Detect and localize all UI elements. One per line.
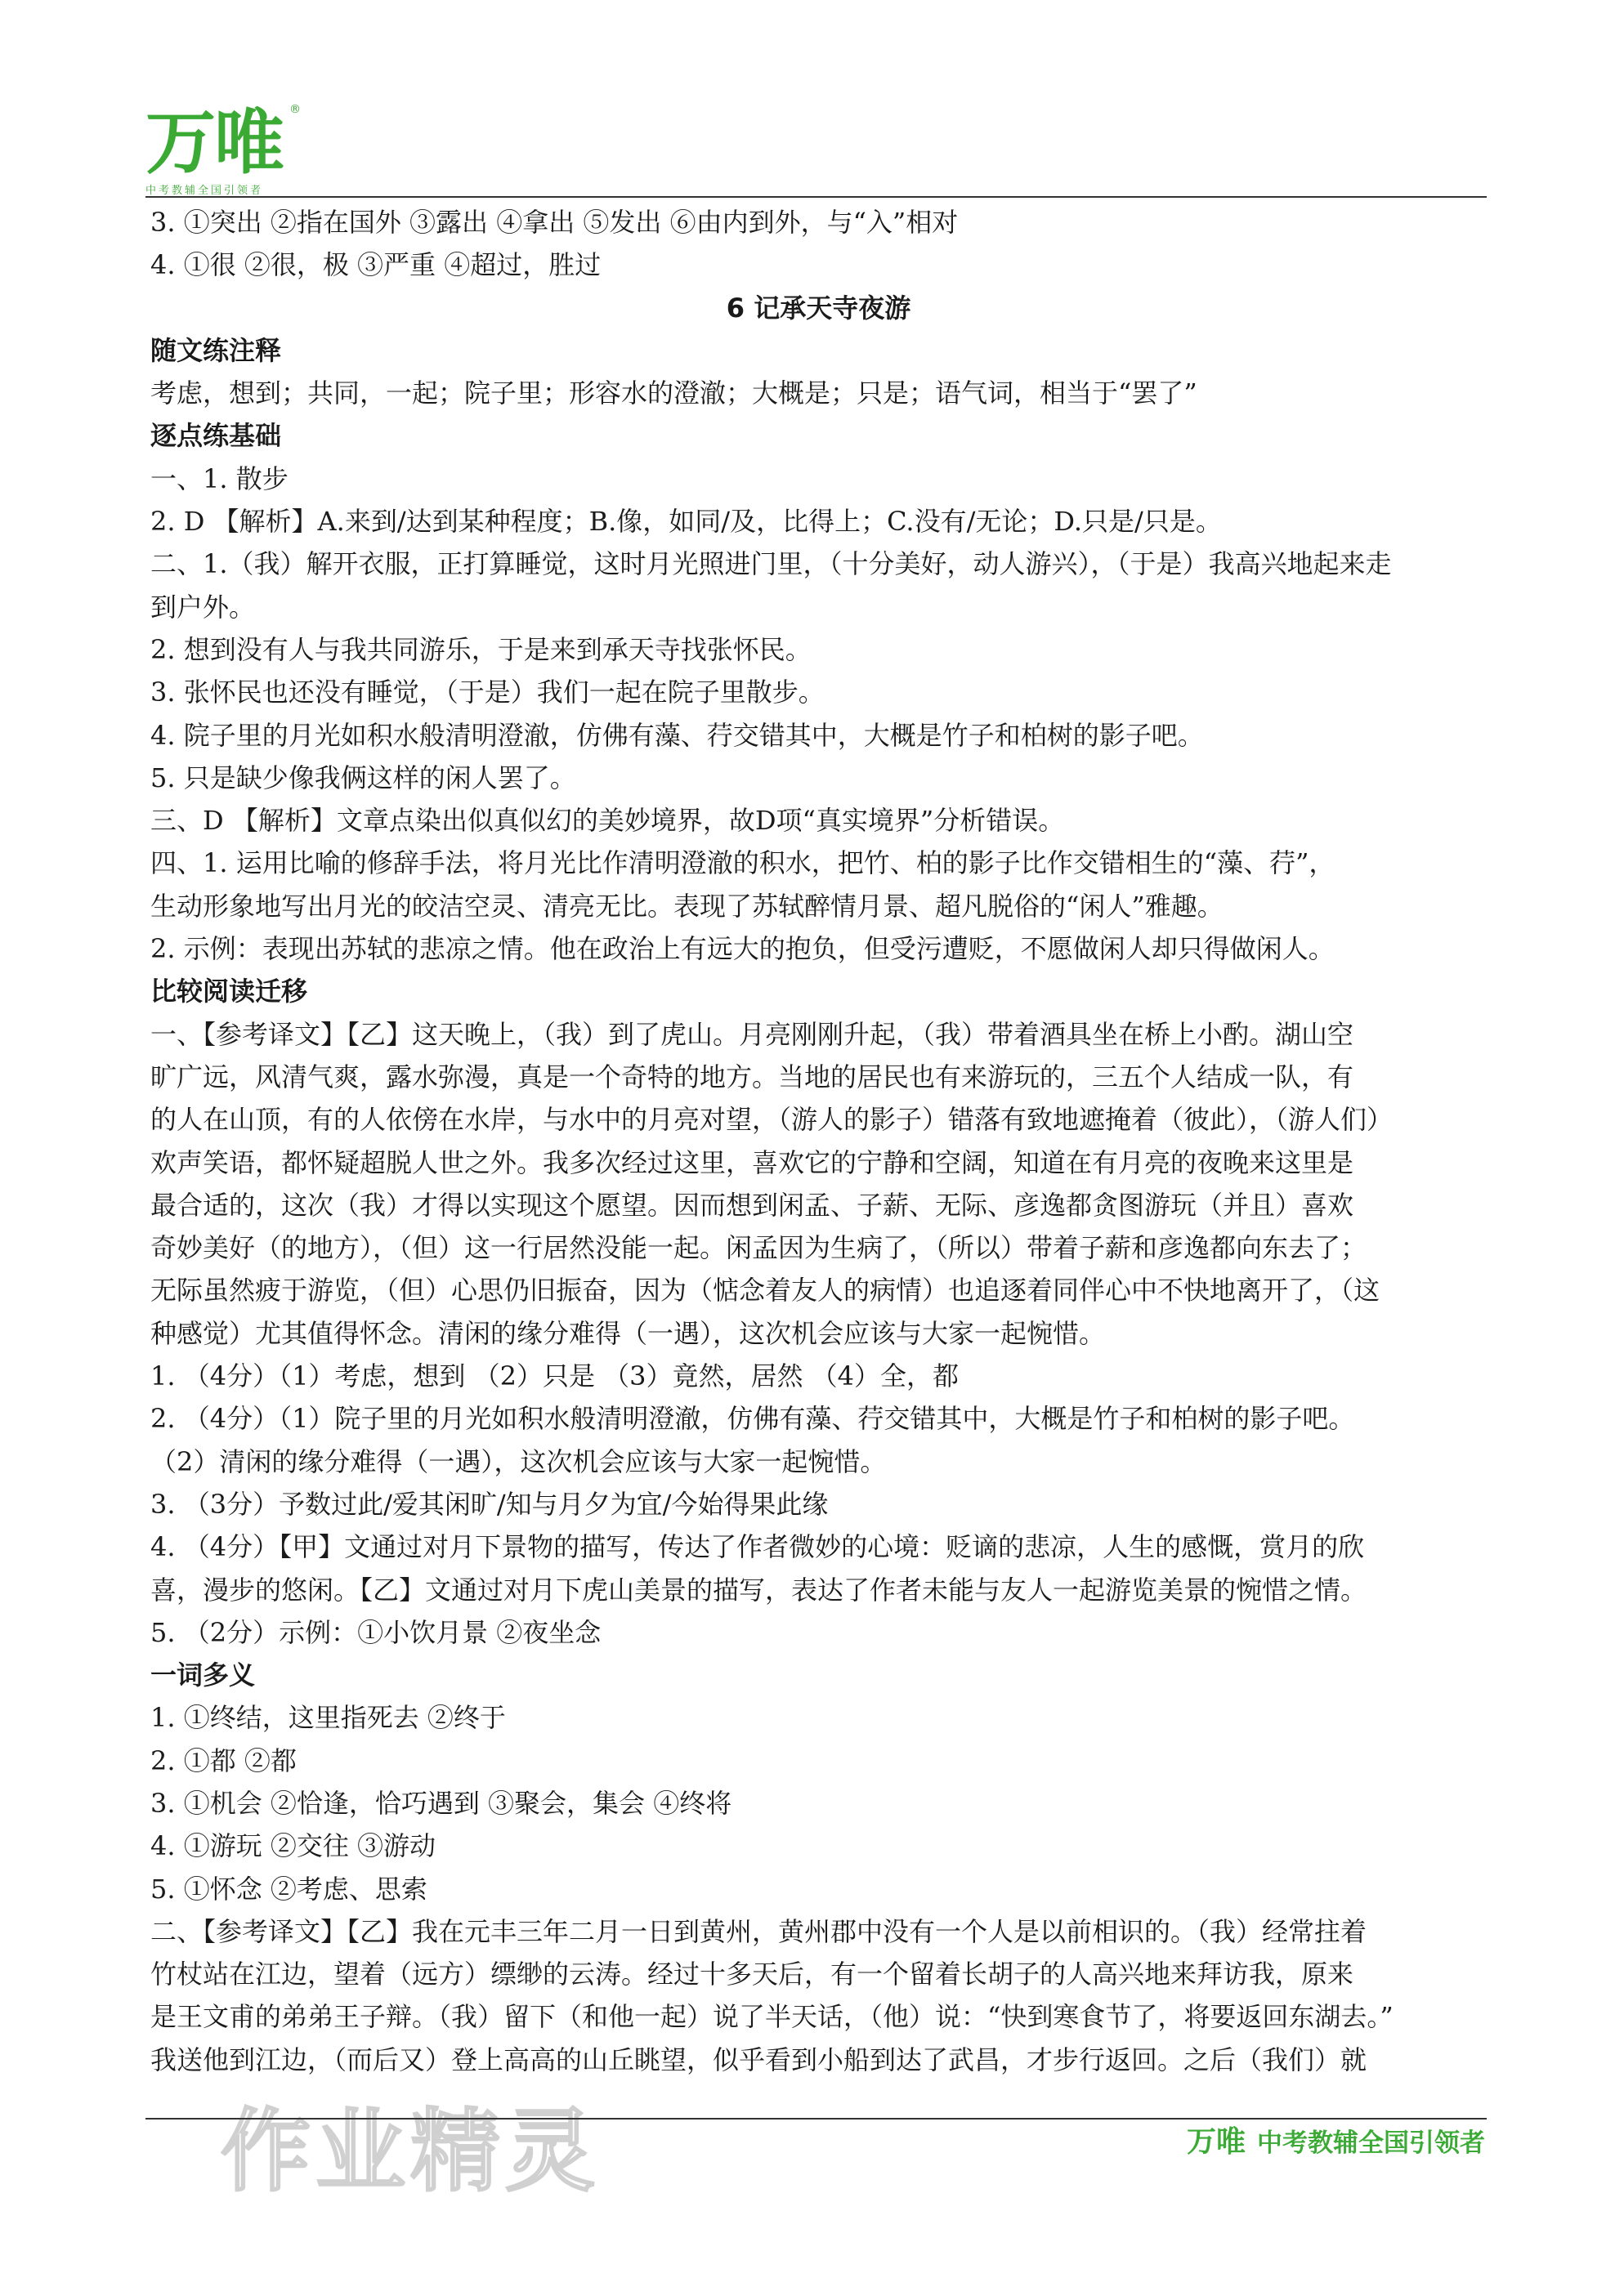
watermark: 作业精灵 <box>221 2099 600 2204</box>
answer-line: 2. ①都 ②都 <box>150 1744 297 1776</box>
page-footer <box>1187 2124 1485 2161</box>
answer-line: 5. 只是缺少像我俩这样的闲人罢了。 <box>150 762 576 793</box>
answer-line: 二、【参考译文】【乙】我在元丰三年二月一日到黄州，黄州郡中没有一个人是以前相识的。（我）经常拄着 <box>150 1915 1367 1947</box>
answer-line: 2. （4分）（1）院子里的月光如积水般清明澄澈，仿佛有藻、荇交错其中，大概是竹子和柏树的影子吧。 <box>150 1403 1355 1435</box>
answer-line: 种感觉）尤其值得怀念。清闲的缘分难得（一遇），这次机会应该与大家一起惋惜。 <box>150 1317 1106 1349</box>
answer-line: 3. （3分）予数过此/爱其闲旷/知与月夕为宜/今始得果此缘 <box>150 1488 829 1520</box>
answer-line: 4. ①游玩 ②交往 ③游动 <box>150 1830 436 1862</box>
section-heading: 逐点练基础 <box>150 420 282 452</box>
answer-line: 4. （4分）【甲】文通过对月下景物的描写，传达了作者微妙的心境：贬谪的悲凉，人生的感慨，赏月的欣 <box>150 1531 1365 1563</box>
answer-line: 我送他到江边，（而后又）登上高高的山丘眺望，似乎看到小船到达了武昌，才步行返回。之后（我们）就 <box>150 2044 1367 2075</box>
answer-line: 生动形象地写出月光的皎洁空灵、清亮无比。表现了苏轼醉情月景、超凡脱俗的“闲人”雅趣。 <box>150 890 1224 922</box>
footer-brand: 万唯 <box>1186 2125 1246 2159</box>
section-heading: 比较阅读迁移 <box>150 976 308 1007</box>
section-heading: 一词多义 <box>150 1659 256 1691</box>
footer-slogan: 中考教辅全国引领者 <box>1257 2128 1485 2158</box>
answer-line: 2. 示例：表现出苏轼的悲凉之情。他在政治上有远大的抱负，但受污遭贬，不愿做闲人却只得做闲人。 <box>150 933 1335 965</box>
answer-line: 4. ①很 ②很，极 ③严重 ④超过，胜过 <box>150 249 602 281</box>
answer-line: 5. （2分）示例：①小饮月景 ②夜坐念 <box>150 1616 602 1648</box>
answer-line: （2）清闲的缘分难得（一遇），这次机会应该与大家一起惋惜。 <box>150 1445 887 1477</box>
answer-line: 二、1.（我）解开衣服，正打算睡觉，这时月光照进门里，（十分美好，动人游兴），（于是）我高兴地起来走 <box>150 548 1392 580</box>
answer-line: 最合适的，这次（我）才得以实现这个愿望。因而想到闲孟、子薪、无际、彦逸都贪图游玩（并且）喜欢 <box>150 1189 1354 1221</box>
answer-line: 到户外。 <box>150 591 256 623</box>
answer-line: 3. ①突出 ②指在国外 ③露出 ④拿出 ⑤发出 ⑥由内到外，与“入”相对 <box>150 207 959 238</box>
answer-line: 四、1. 运用比喻的修辞手法，将月光比作清明澄澈的积水，把竹、柏的影子比作交错相生的“藻、荇”， <box>150 847 1335 879</box>
answer-line: 欢声笑语，都怀疑超脱人世之外。我多次经过这里，喜欢它的宁静和空阔，知道在有月亮的夜晚来这里是 <box>150 1146 1354 1178</box>
answer-line: 三、D 【解析】文章点染出似真似幻的美妙境界，故D项“真实境界”分析错误。 <box>150 805 1065 837</box>
answer-line: 1. （4分）（1）考虑，想到 （2）只是 （3）竟然，居然 （4）全，都 <box>150 1360 960 1392</box>
answer-line: 2. D 【解析】A.来到/达到某种程度；B.像，如同/及，比得上；C.没有/无论；D.只是/只是。 <box>150 506 1222 538</box>
answer-line: 是王文甫的弟弟王子辩。（我）留下（和他一起）说了半天话，（他）说：“快到寒食节了，将要返回东湖去。” <box>150 2001 1394 2033</box>
answer-line: 1. ①终结，这里指死去 ②终于 <box>150 1702 506 1734</box>
footer-divider <box>145 2118 1487 2120</box>
answer-line: 2. 想到没有人与我共同游乐，于是来到承天寺找张怀民。 <box>150 633 812 665</box>
answer-line: 3. ①机会 ②恰逢，恰巧遇到 ③聚会，集会 ④终将 <box>150 1787 732 1819</box>
answer-line: 4. 院子里的月光如积水般清明澄澈，仿佛有藻、荇交错其中，大概是竹子和柏树的影子吧。 <box>150 719 1204 751</box>
logo-tagline: 中考教辅全国引领者 <box>145 185 264 197</box>
answer-line: 的人在山顶，有的人依傍在水岸，与水中的月亮对望，（游人的影子）错落有致地遮掩着（彼此），（游人们） <box>150 1104 1394 1136</box>
answer-line: 竹杖站在江边，望着（远方）缥缈的云涛。经过十多天后，有一个留着长胡子的人高兴地来拜访我，原来 <box>150 1959 1354 1990</box>
publisher-logo <box>145 102 301 197</box>
header-divider <box>145 196 1487 198</box>
registered-mark: ® <box>289 103 301 116</box>
section-heading: 随文练注释 <box>150 334 282 366</box>
logo-wordmark: 万唯 <box>145 102 283 184</box>
answer-line: 奇妙美好（的地方），（但）这一行居然没能一起。闲孟因为生病了，（所以）带着子薪和彦逸都向东去了； <box>150 1232 1367 1264</box>
answer-line: 旷广远，风清气爽，露水弥漫，真是一个奇特的地方。当地的居民也有来游玩的，三五个人结成一队，有 <box>150 1061 1354 1092</box>
answer-line: 5. ①怀念 ②考虑、思索 <box>150 1873 427 1905</box>
answer-line: 一、1. 散步 <box>150 462 289 494</box>
answer-line: 考虑，想到；共同，一起；院子里；形容水的澄澈；大概是；只是；语气词，相当于“罢了” <box>150 377 1197 409</box>
lesson-title: 6 记承天寺夜游 <box>726 292 911 324</box>
answer-line: 一、【参考译文】【乙】这天晚上，（我）到了虎山。月亮刚刚升起，（我）带着酒具坐在桥上小酌。湖山空 <box>150 1018 1354 1050</box>
answer-line: 无际虽然疲于游览，（但）心思仍旧振奋，因为（惦念着友人的病情）也追逐着同伴心中不快地离开了，（这 <box>150 1275 1380 1307</box>
answer-line: 3. 张怀民也还没有睡觉，（于是）我们一起在院子里散步。 <box>150 677 825 708</box>
answer-line: 喜，漫步的悠闲。【乙】文通过对月下虎山美景的描写，表达了作者未能与友人一起游览美景的惋惜之情。 <box>150 1574 1367 1606</box>
answer-content <box>150 201 1487 2081</box>
